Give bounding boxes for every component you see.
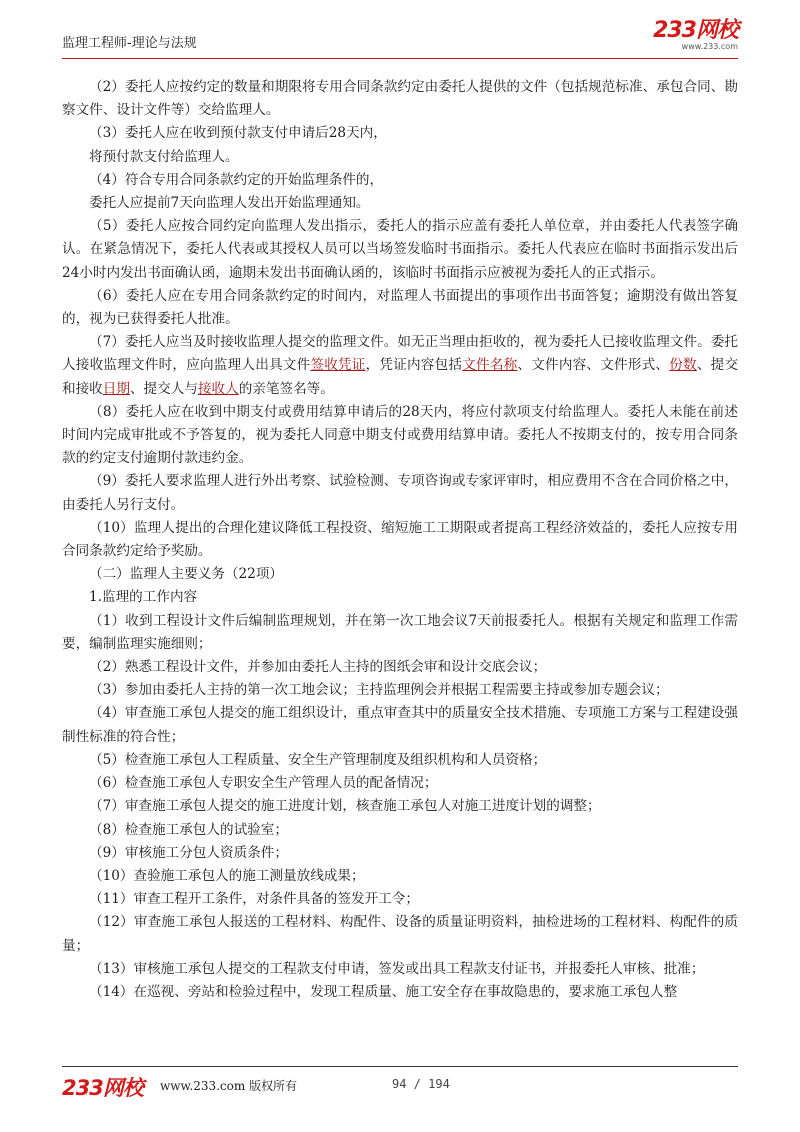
header-divider	[62, 58, 738, 59]
logo-url: www.233.com	[681, 42, 738, 51]
paragraph-text: （3）参加由委托人主持的第一次工地会议；主持监理例会并根据工程需要主持或参加专题会议；	[89, 682, 669, 699]
paragraph	[62, 702, 738, 748]
underlined-term-link[interactable]: 签收凭证	[310, 357, 366, 374]
paragraph	[62, 563, 738, 586]
paragraph	[62, 215, 738, 285]
paragraph-text: （13）审核施工承包人提交的工程款支付申请，签发或出具工程款支付证书，并报委托人审核、批准；	[89, 960, 705, 977]
paragraph	[62, 958, 738, 981]
paragraph-text: （2）委托人应按约定的数量和期限将专用合同条款约定由委托人提供的文件（包括规范标准、承包合同、勘察文件、设计文件等）交给监理人。	[62, 79, 738, 119]
paragraph	[62, 146, 738, 169]
paragraph	[62, 401, 738, 471]
paragraph-text: （5）检查施工承包人工程质量、安全生产管理制度及组织机构和人员资格；	[89, 751, 547, 768]
underlined-term-link[interactable]: 份数	[669, 357, 697, 374]
paragraph-text: （8）委托人应在收到中期支付或费用结算申请后的28天内，将应付款项支付给监理人。委托人未能在前述时间内完成审批或不予答复的，视为委托人同意中期支付或费用结算申请。委托人不按期支付的，按专用合同条款的约定支付逾期付款违约金。	[62, 403, 738, 467]
paragraph-text: （12）审查施工承包人报送的工程材料、构配件、设备的质量证明资料，抽检进场的工程材料、构配件的质量；	[62, 914, 738, 954]
page-number: 94 / 194	[392, 1077, 450, 1091]
paragraph	[62, 888, 738, 911]
paragraph-text: （10）监理人提出的合理化建议降低工程投资、缩短施工工期限或者提高工程经济效益的，委托人应按专用合同条款约定给予奖励。	[62, 519, 738, 560]
paragraph-text: （8）检查施工承包人的试验室；	[89, 821, 288, 838]
brand-logo	[653, 20, 738, 51]
document-body	[62, 76, 738, 1004]
paragraph	[62, 819, 738, 842]
paragraph-text: （2）熟悉工程设计文件，并参加由委托人主持的图纸会审和设计交底会议；	[89, 659, 547, 676]
paragraph	[62, 517, 738, 563]
paragraph	[62, 749, 738, 772]
paragraph	[62, 470, 738, 516]
paragraph-text: （6）委托人应在专用合同条款约定的时间内，对监理人书面提出的事项作出书面答复；逾期没有做出答复的，视为已获得委托人批准。	[62, 287, 738, 328]
paragraph	[62, 911, 738, 957]
paragraph-text: 将预付款支付给监理人。	[89, 148, 239, 165]
paragraph	[62, 331, 738, 401]
paragraph-text: 、提交和接收	[62, 357, 739, 397]
paragraph-text: 、提交人与	[129, 380, 198, 397]
underlined-term-link[interactable]: 接收人	[197, 380, 239, 397]
paragraph	[62, 285, 738, 331]
paragraph	[62, 772, 738, 795]
page-footer	[62, 1072, 738, 1100]
page-header	[62, 18, 738, 58]
paragraph	[62, 679, 738, 702]
underlined-term-link[interactable]: 日期	[102, 380, 130, 397]
paragraph-text: （4）符合专用合同条款约定的开始监理条件的，	[89, 171, 384, 188]
paragraph-text: ，凭证内容包括	[365, 357, 463, 374]
paragraph	[62, 610, 738, 656]
paragraph-text: （5）委托人应按合同约定向监理人发出指示，委托人的指示应盖有委托人单位章，并由委托人代表签字确认。在紧急情况下，委托人代表或其授权人员可以当场签发临时书面指示。委托人代表应在临时书面指示发出后24小时内发出书面确认函，逾期未发出书面确认函的，该临时书面指示应被视为委托人的正式指示。	[62, 218, 738, 281]
paragraph-text: （7）审查施工承包人提交的施工进度计划，核查施工承包人对施工进度计划的调整；	[89, 798, 601, 815]
paragraph	[62, 122, 738, 145]
paragraph-text: （4）审查施工承包人提交的施工组织设计，重点审查其中的质量安全技术措施、专项施工方案与工程建设强制性标准的符合性；	[62, 705, 738, 745]
footer-divider	[62, 1066, 738, 1067]
paragraph	[62, 586, 738, 609]
paragraph-text: （14）在巡视、旁站和检验过程中，发现工程质量、施工安全存在事故隐患的，要求施工承包人整	[89, 983, 678, 1000]
underlined-term-link[interactable]: 文件名称	[462, 357, 518, 374]
copyright-text: www.233.com 版权所有	[160, 1079, 298, 1093]
logo-text: 233网校	[653, 18, 738, 43]
paragraph-text: （9）委托人要求监理人进行外出考察、试验检测、专项咨询或专家评审时，相应费用不含在合同价格之中，由委托人另行支付。	[62, 473, 738, 513]
paragraph-text: 委托人应提前7天向监理人发出开始监理通知。	[89, 195, 370, 212]
paragraph	[62, 76, 738, 122]
paragraph-text: 的亲笔签名等。	[238, 380, 334, 397]
paragraph	[62, 865, 738, 888]
paragraph-text: （11）审查工程开工条件，对条件具备的签发开工令；	[89, 891, 419, 908]
paragraph-text: （9）审核施工分包人资质条件；	[89, 844, 288, 861]
footer-logo: 233网校	[62, 1076, 143, 1100]
paragraph-text: （1）收到工程设计文件后编制监理规划，并在第一次工地会议7天前报委托人。根据有关规定和监理工作需要，编制监理实施细则；	[62, 612, 738, 652]
paragraph-text: （3）委托人应在收到预付款支付申请后28天内，	[89, 125, 387, 142]
paragraph-text: （二）监理人主要义务（22项）	[89, 566, 284, 583]
paragraph	[62, 842, 738, 865]
paragraph	[62, 795, 738, 818]
paragraph-text: （10）查验施工承包人的施工测量放线成果；	[89, 867, 365, 884]
paragraph-text: 1.监理的工作内容	[89, 589, 198, 606]
paragraph	[62, 656, 738, 679]
paragraph-text: （6）检查施工承包人专职安全生产管理人员的配备情况；	[89, 775, 438, 792]
paragraph-text: （7）委托人应当及时接收监理人提交的监理文件。如无正当理由拒收的，视为委托人已接收监理文件。委托人接收监理文件时，应向监理人出具文件	[62, 334, 738, 374]
paragraph	[62, 981, 738, 1004]
paragraph-text: 、文件内容、文件形式、	[517, 357, 670, 374]
paragraph	[62, 169, 738, 192]
document-title: 监理工程师-理论与法规	[62, 36, 197, 51]
paragraph	[62, 192, 738, 215]
